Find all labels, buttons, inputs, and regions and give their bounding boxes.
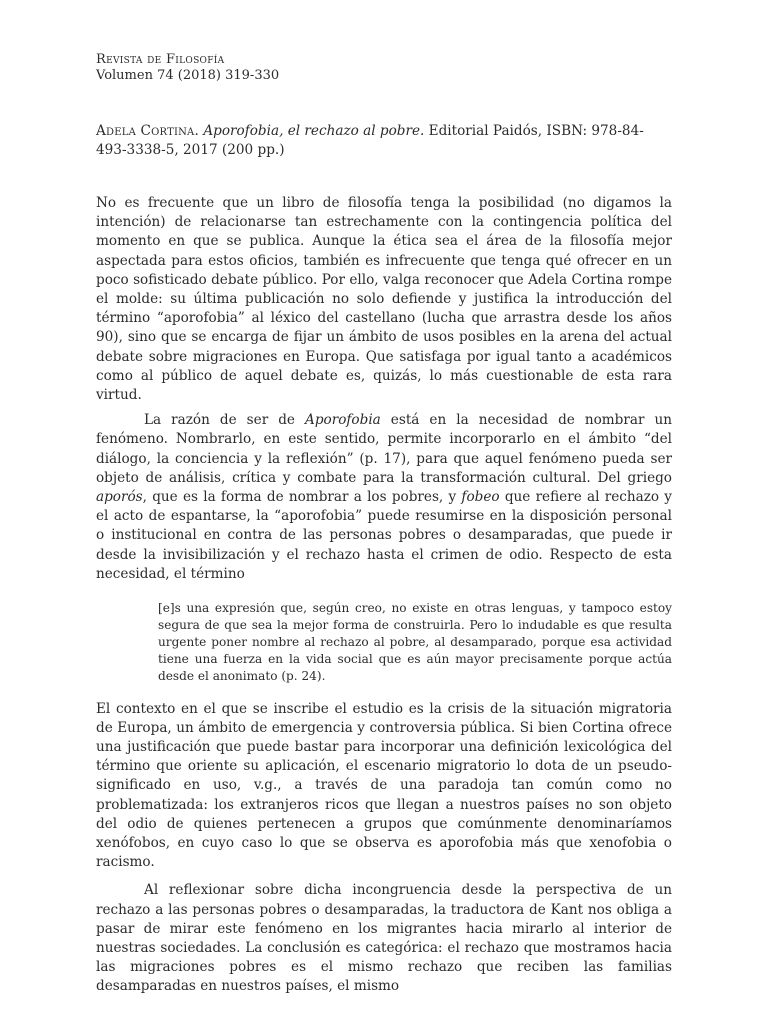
paragraph-2-part-b: está en la necesidad de nombrar un fenómeno. Nombrarlo, en este sentido, permite incorporarlo en el ámbito “del diálogo, la conciencia y la reflexión” (p. 17), para que aquel fenómeno pueda ser objeto de análisis, crítica y combate para la transformación cultural. Del griego: [96, 412, 673, 486]
document-page: [96, 52, 672, 997]
journal-name: Revista de Filosofía: [96, 52, 225, 67]
block-quote: [e]s una expresión que, según creo, no existe en otras lenguas, y tampoco estoy segura de que sea la mejor forma de construirla. Pero lo indudable es que resulta urgente poner nombre al rechazo al pobre, al desamparado, porque esa actividad tiene una fuerza en la vida social que es aún mayor precisamente porque actúa desde el anonimato (p. 24).: [158, 601, 672, 684]
book-citation: [96, 122, 672, 160]
paragraph-2-part-c: , que es la forma de nombrar a los pobres, y: [142, 489, 462, 506]
paragraph-3: El contexto en el que se inscribe el estudio es la crisis de la situación migratoria de Europa, un ámbito de emergencia y controversia pública. Si bien Cortina ofrece una justificación que puede bastar para incorporar una definición lexicológica del término que oriente su aplicación, el escenario migratorio lo dota de un pseudo-significado en uso, v.g., a través de una paradoja tan común como no problematizada: los extranjeros ricos que llegan a nuestros países no son objeto del odio de quienes pertenecen a grupos que comúnmente denominaríamos xenófobos, en cuyo caso lo que se observa es aporofobia más que xenofobia o racismo.: [96, 700, 672, 871]
paragraph-2: [96, 411, 672, 584]
book-title: Aporofobia, el rechazo al pobre.: [203, 123, 425, 139]
review-body: [96, 194, 672, 997]
paragraph-2-italic-fobeo: fobeo: [461, 489, 500, 506]
paragraph-2-italic-aporos: aporós: [96, 489, 143, 506]
journal-volume: Volumen 74 (2018) 319-330: [96, 68, 280, 83]
book-publisher-info: Editorial Paidós, ISBN: 978-84-493-3338-5, 2017 (200 pp.): [96, 123, 644, 158]
paragraph-1: No es frecuente que un libro de filosofía tenga la posibilidad (no digamos la intención) de relacionarse tan estrechamente con la contingencia política del momento en que se publica. Aunque la ética sea el área de la filosofía mejor aspectada para estos oficios, también es infrecuente que tenga qué ofrecer en un poco sofisticado debate público. Por ello, valga reconocer que Adela Cortina rompe el molde: su última publicación no solo defiende y justifica la introducción del término “aporofobia” al léxico del castellano (lucha que arrastra desde los años 90), sino que se encarga de fijar un ámbito de usos posibles en la arena del actual debate sobre migraciones en Europa. Que satisfaga por igual tanto a académicos como al público de aquel debate es, quizás, lo más cuestionable de esta rara virtud.: [96, 195, 672, 404]
paragraph-2-part-d: que refiere al rechazo y el acto de espantarse, la “aporofobia” puede resumirse en la disposición personal o institucional en contra de las personas pobres o desamparadas, que puede ir desde la invisibilización y el rechazo hasta el crimen de odio. Respecto de esta necesidad, el término: [96, 489, 672, 582]
journal-header: [96, 52, 672, 84]
paragraph-4: Al reflexionar sobre dicha incongruencia desde la perspectiva de un rechazo a las personas pobres o desamparadas, la traductora de Kant nos obliga a pasar de mirar este fenómeno en los migrantes hacia mirarlo al interior de nuestras sociedades. La conclusión es categórica: el rechazo que mostramos hacia las migraciones pobres es el mismo rechazo que reciben las familias desamparadas en nuestros países, el mismo: [96, 882, 672, 995]
paragraph-2-part-a: La razón de ser de: [144, 412, 306, 429]
book-author: Adela Cortina.: [96, 123, 199, 139]
paragraph-2-italic-aporofobia: Aporofobia: [305, 412, 381, 429]
